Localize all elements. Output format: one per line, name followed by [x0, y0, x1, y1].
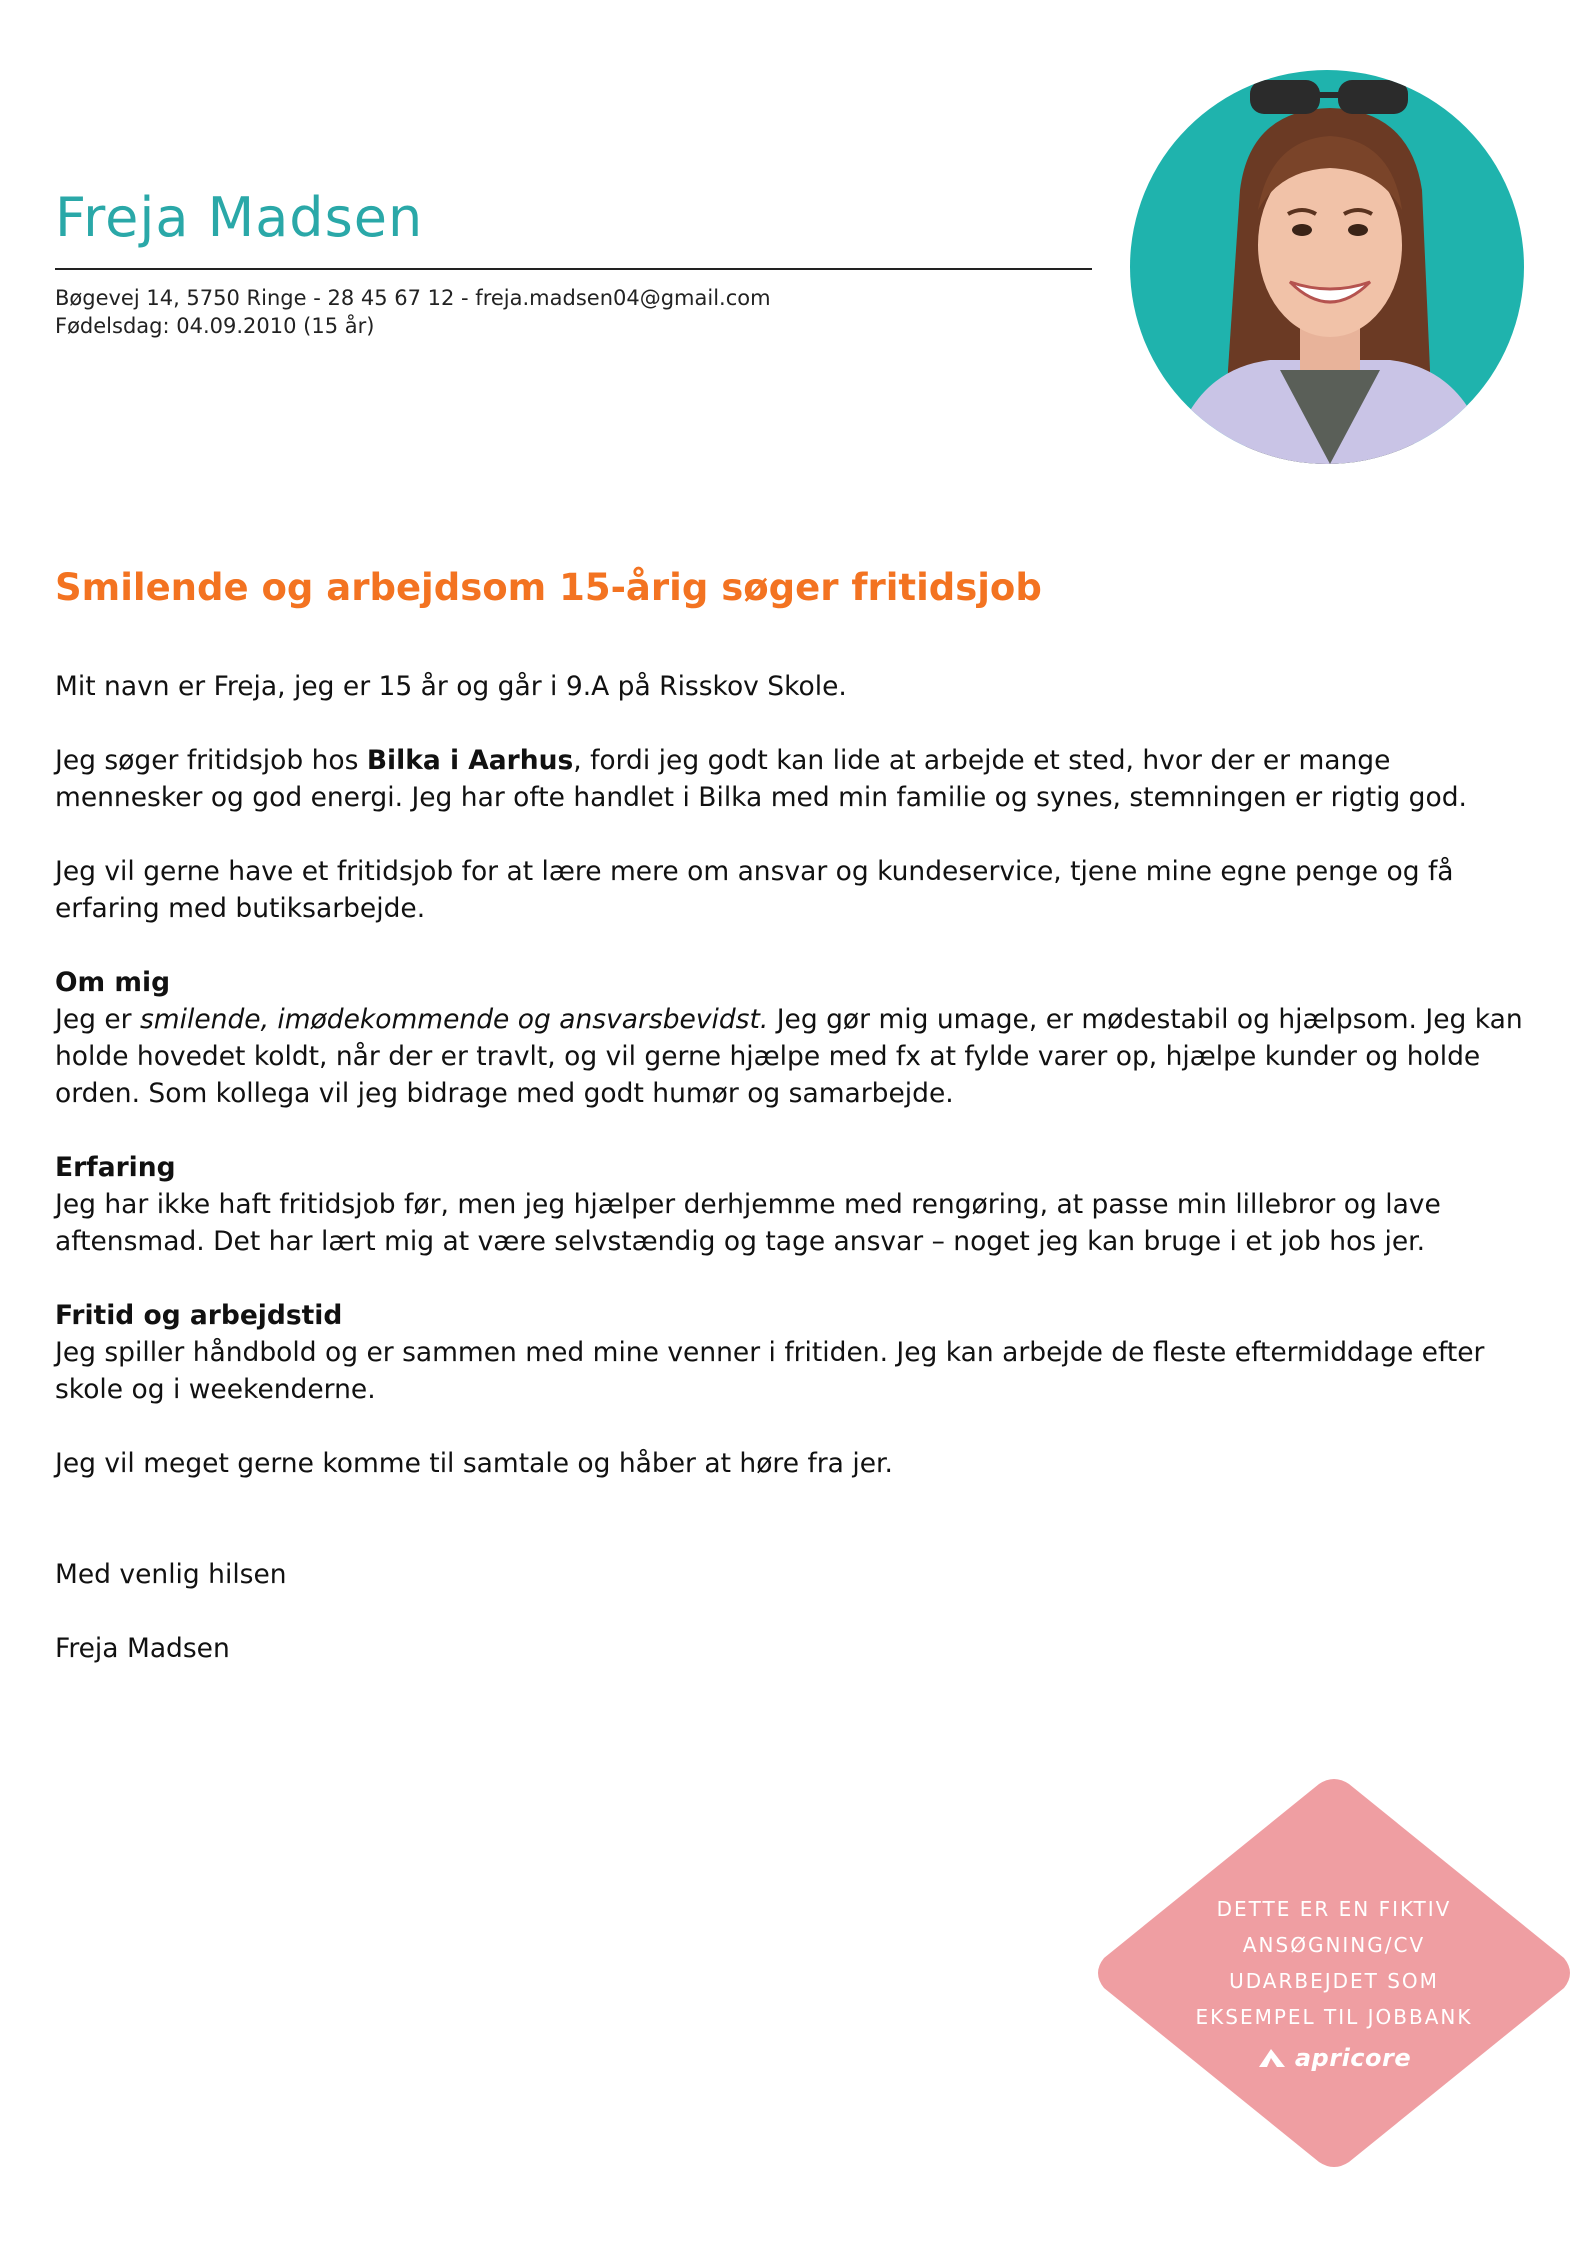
about-traits: smilende, imødekommende og ansvarsbevidst. [140, 1004, 769, 1035]
motivation-text-post: , fordi jeg godt kan lide at arbejde et sted, hvor der er mange mennesker og god energi. Jeg har ofte handlet i Bilka med min familie og synes, stemningen er rigtig god. [55, 745, 1467, 813]
brand-name: apricore [1294, 2044, 1412, 2072]
birthday-line: Fødelsdag: 04.09.2010 (15 år) [55, 314, 375, 338]
motivation-text-pre: Jeg søger fritidsjob hos [55, 745, 367, 776]
leisure-section [55, 1297, 1545, 1408]
header-divider [55, 268, 1092, 270]
apricore-logo [1234, 2043, 1434, 2073]
signature: Freja Madsen [55, 1633, 230, 1664]
experience-heading: Erfaring [55, 1152, 176, 1183]
stamp-line-2: ANSØGNING/CV [1242, 1933, 1426, 1957]
stamp-text [1174, 1891, 1494, 2035]
apricore-logo-icon [1257, 2047, 1287, 2069]
about-section [55, 964, 1545, 1112]
intro-paragraph: Mit navn er Freja, jeg er 15 år og går i 9.A på Risskov Skole. [55, 671, 847, 702]
stamp-line-4: EKSEMPEL TIL JOBBANK [1195, 2005, 1473, 2029]
closing-paragraph: Jeg vil meget gerne komme til samtale og håber at høre fra jer. [55, 1448, 893, 1479]
stamp-line-3: UDARBEJDET SOM [1229, 1969, 1439, 1993]
motivation-paragraph [55, 742, 1545, 816]
fictional-notice-stamp [1094, 1778, 1574, 2168]
about-text-pre: Jeg er [55, 1004, 140, 1035]
contact-line: Bøgevej 14, 5750 Ringe - 28 45 67 12 - freja.madsen04@gmail.com [55, 286, 771, 310]
contact-block [55, 284, 771, 340]
experience-section [55, 1149, 1545, 1260]
experience-paragraph: Jeg har ikke haft fritidsjob før, men jeg hjælper derhjemme med rengøring, at passe min lillebror og lave aftensmad. Det har lært mig at være selvstændig og tage ansvar – noget jeg kan bruge i et job hos jer. [55, 1189, 1441, 1257]
goals-paragraph: Jeg vil gerne have et fritidsjob for at lære mere om ansvar og kundeservice, tjene mine egne penge og få erfaring med butiksarbejde. [55, 856, 1454, 924]
leisure-paragraph: Jeg spiller håndbold og er sammen med mine venner i fritiden. Jeg kan arbejde de fleste eftermiddage efter skole og i weekenderne. [55, 1337, 1485, 1405]
regards: Med venlig hilsen [55, 1559, 287, 1590]
leisure-heading: Fritid og arbejdstid [55, 1300, 343, 1331]
headline: Smilende og arbejdsom 15-årig søger fritidsjob [55, 566, 1042, 609]
about-paragraph [55, 1001, 1545, 1112]
about-text-post: Jeg gør mig umage, er mødestabil og hjælpsom. Jeg kan holde hovedet koldt, når der er travlt, og vil gerne hjælpe med fx at fylde varer op, hjælpe kunder og holde orden. Som kollega vil jeg bidrage med godt humør og samarbejde. [55, 1004, 1523, 1109]
stamp-line-1: DETTE ER EN FIKTIV [1216, 1897, 1452, 1921]
profile-photo [1130, 70, 1524, 464]
about-heading: Om mig [55, 967, 171, 998]
letter-body [55, 668, 1545, 1704]
employer-name: Bilka i Aarhus [366, 745, 574, 776]
applicant-name: Freja Madsen [55, 186, 424, 249]
